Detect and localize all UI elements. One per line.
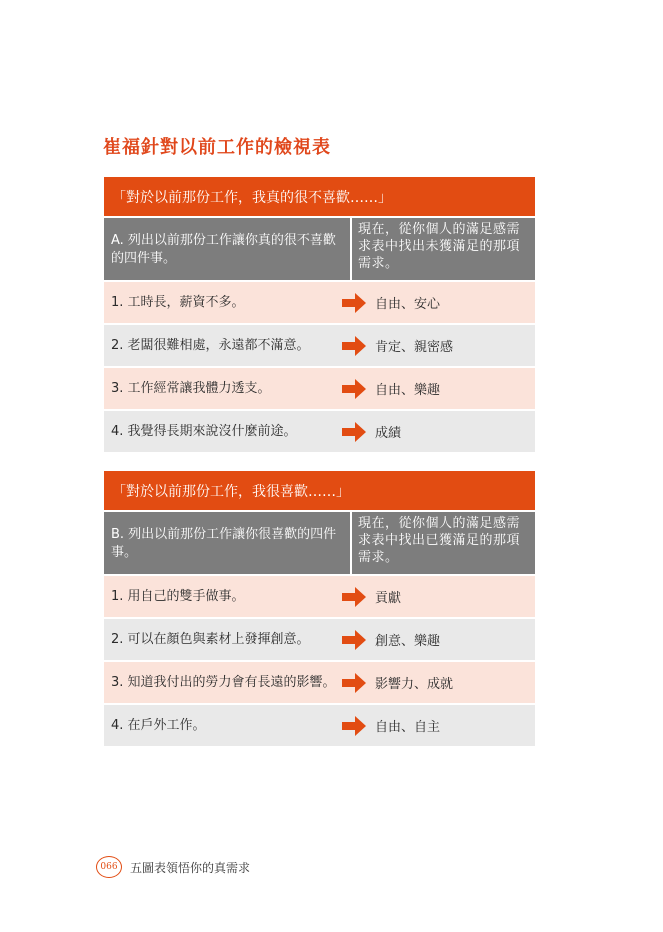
right-arrow-icon — [336, 673, 372, 693]
right-arrow-icon — [336, 293, 372, 313]
page-footer — [96, 856, 250, 878]
row-need: 創意、樂趣 — [375, 634, 441, 649]
section-dislike — [104, 177, 535, 452]
row-item: 1. 工時長，薪資不多。 — [111, 295, 245, 310]
right-arrow-icon — [336, 379, 372, 399]
table-row — [104, 368, 535, 409]
page-title: 崔福針對以前工作的檢視表 — [103, 137, 331, 158]
row-item: 3. 知道我付出的勞力會有長遠的影響。 — [111, 675, 336, 690]
row-item: 3. 工作經常讓我體力透支。 — [111, 381, 271, 396]
page-number: 066 — [96, 856, 122, 878]
row-need: 肯定、親密感 — [375, 340, 454, 355]
row-need: 自由、樂趣 — [375, 383, 441, 398]
right-arrow-icon — [336, 336, 372, 356]
column-header-right: 現在，從你個人的滿足感需求表中找出未獲滿足的那項需求。 — [352, 218, 535, 280]
table-row — [104, 662, 535, 703]
table-row — [104, 705, 535, 746]
column-header-right: 現在，從你個人的滿足感需求表中找出已獲滿足的那項需求。 — [352, 512, 535, 574]
row-need: 成績 — [375, 426, 402, 441]
column-header-left: A. 列出以前那份工作讓你真的很不喜歡的四件事。 — [104, 218, 350, 280]
column-headers — [104, 512, 535, 574]
row-need: 自由、自主 — [375, 720, 441, 735]
table-row — [104, 325, 535, 366]
right-arrow-icon — [336, 716, 372, 736]
right-arrow-icon — [336, 587, 372, 607]
section-header: 「對於以前那份工作，我很喜歡……」 — [104, 471, 535, 510]
row-item: 4. 我覺得長期來說沒什麼前途。 — [111, 424, 297, 439]
column-header-left: B. 列出以前那份工作讓你很喜歡的四件事。 — [104, 512, 350, 574]
table-row — [104, 282, 535, 323]
section-like — [104, 471, 535, 746]
row-item: 2. 可以在顏色與素材上發揮創意。 — [111, 632, 310, 647]
row-item: 2. 老闆很難相處，永遠都不滿意。 — [111, 338, 310, 353]
table-row — [104, 619, 535, 660]
table-row — [104, 411, 535, 452]
row-need: 影響力、成就 — [375, 677, 454, 692]
row-need: 貢獻 — [375, 591, 402, 606]
column-headers — [104, 218, 535, 280]
table-row — [104, 576, 535, 617]
right-arrow-icon — [336, 630, 372, 650]
section-header: 「對於以前那份工作，我真的很不喜歡……」 — [104, 177, 535, 216]
row-item: 4. 在戶外工作。 — [111, 718, 206, 733]
row-item: 1. 用自己的雙手做事。 — [111, 589, 245, 604]
right-arrow-icon — [336, 422, 372, 442]
running-title: 五圖表領悟你的真需求 — [130, 860, 251, 875]
row-need: 自由、安心 — [375, 297, 441, 312]
